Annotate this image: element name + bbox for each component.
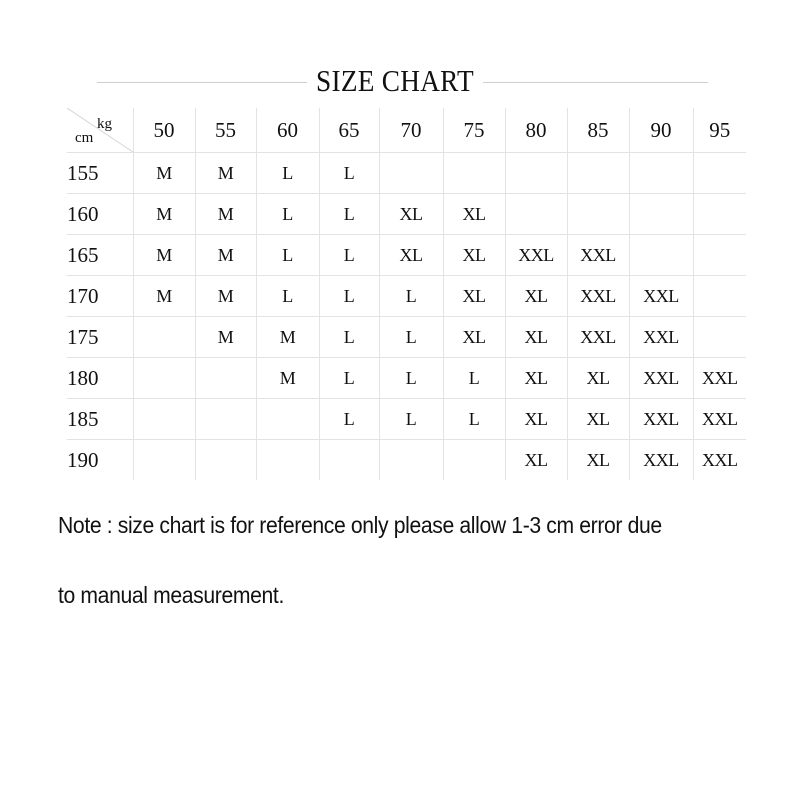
size-cell: XXL bbox=[505, 235, 567, 276]
size-cell bbox=[379, 153, 443, 194]
height-label: 190 bbox=[67, 440, 133, 481]
height-label: 185 bbox=[67, 399, 133, 440]
size-cell bbox=[195, 440, 256, 481]
size-cell: L bbox=[256, 235, 319, 276]
size-cell bbox=[629, 153, 693, 194]
size-cell: XXL bbox=[693, 399, 746, 440]
size-cell: XXL bbox=[629, 399, 693, 440]
corner-cell bbox=[67, 108, 133, 153]
size-cell: M bbox=[195, 194, 256, 235]
size-cell bbox=[133, 440, 195, 481]
size-cell: M bbox=[195, 235, 256, 276]
table-row bbox=[67, 317, 746, 358]
weight-header: 75 bbox=[443, 108, 505, 153]
size-cell: M bbox=[133, 235, 195, 276]
size-cell: XXL bbox=[693, 440, 746, 481]
size-cell: XL bbox=[505, 440, 567, 481]
size-cell: XL bbox=[567, 358, 629, 399]
size-cell bbox=[693, 317, 746, 358]
table-row bbox=[67, 235, 746, 276]
size-cell bbox=[256, 440, 319, 481]
size-cell: M bbox=[195, 276, 256, 317]
size-cell bbox=[195, 399, 256, 440]
size-cell: XL bbox=[443, 235, 505, 276]
note-line-1: Note : size chart is for reference only please allow 1-3 cm error due bbox=[58, 512, 662, 538]
size-cell: L bbox=[379, 399, 443, 440]
table-row bbox=[67, 358, 746, 399]
size-chart-table bbox=[67, 108, 746, 480]
table-row bbox=[67, 440, 746, 481]
size-cell: M bbox=[133, 153, 195, 194]
title-rule-left bbox=[97, 82, 307, 83]
weight-header: 90 bbox=[629, 108, 693, 153]
table-row bbox=[67, 194, 746, 235]
size-cell bbox=[693, 276, 746, 317]
size-cell bbox=[505, 153, 567, 194]
size-cell: XL bbox=[505, 317, 567, 358]
size-cell bbox=[443, 153, 505, 194]
chart-title: SIZE CHART bbox=[316, 63, 474, 98]
size-cell bbox=[379, 440, 443, 481]
weight-header: 65 bbox=[319, 108, 379, 153]
size-cell: XL bbox=[443, 317, 505, 358]
title-rule-right bbox=[483, 82, 708, 83]
size-cell bbox=[319, 440, 379, 481]
header-row bbox=[67, 108, 746, 153]
weight-unit-label: kg bbox=[97, 116, 112, 132]
size-cell: XXL bbox=[629, 440, 693, 481]
size-cell: XXL bbox=[567, 235, 629, 276]
size-cell: L bbox=[319, 235, 379, 276]
weight-header: 60 bbox=[256, 108, 319, 153]
size-cell: M bbox=[133, 194, 195, 235]
weight-header: 80 bbox=[505, 108, 567, 153]
size-cell: XL bbox=[567, 399, 629, 440]
size-cell: L bbox=[443, 399, 505, 440]
size-cell: L bbox=[256, 276, 319, 317]
weight-header: 70 bbox=[379, 108, 443, 153]
size-cell: M bbox=[195, 317, 256, 358]
size-cell: L bbox=[379, 317, 443, 358]
size-cell: M bbox=[256, 317, 319, 358]
size-cell bbox=[693, 153, 746, 194]
height-label: 165 bbox=[67, 235, 133, 276]
size-cell bbox=[505, 194, 567, 235]
size-cell: XXL bbox=[629, 358, 693, 399]
size-cell: XXL bbox=[567, 276, 629, 317]
size-cell: L bbox=[256, 194, 319, 235]
height-label: 160 bbox=[67, 194, 133, 235]
size-cell: M bbox=[256, 358, 319, 399]
size-cell bbox=[133, 399, 195, 440]
size-cell: L bbox=[379, 358, 443, 399]
size-cell: L bbox=[319, 399, 379, 440]
size-cell: XXL bbox=[629, 317, 693, 358]
size-cell bbox=[693, 194, 746, 235]
size-cell bbox=[629, 194, 693, 235]
size-cell bbox=[133, 358, 195, 399]
size-cell: L bbox=[256, 153, 319, 194]
size-cell bbox=[693, 235, 746, 276]
size-cell: XL bbox=[567, 440, 629, 481]
size-cell: L bbox=[319, 358, 379, 399]
size-cell: L bbox=[319, 153, 379, 194]
size-cell: XXL bbox=[693, 358, 746, 399]
size-cell: L bbox=[319, 194, 379, 235]
note-line-2: to manual measurement. bbox=[58, 582, 284, 608]
size-cell bbox=[133, 317, 195, 358]
size-cell: XL bbox=[505, 358, 567, 399]
table-row bbox=[67, 153, 746, 194]
height-label: 170 bbox=[67, 276, 133, 317]
size-cell bbox=[195, 358, 256, 399]
weight-header: 95 bbox=[693, 108, 746, 153]
height-unit-label: cm bbox=[75, 130, 94, 146]
size-cell bbox=[443, 440, 505, 481]
size-cell: XL bbox=[505, 276, 567, 317]
size-cell: L bbox=[443, 358, 505, 399]
size-cell: XL bbox=[443, 276, 505, 317]
size-cell bbox=[629, 235, 693, 276]
size-cell: M bbox=[133, 276, 195, 317]
weight-header: 85 bbox=[567, 108, 629, 153]
table-row bbox=[67, 399, 746, 440]
table-row bbox=[67, 276, 746, 317]
weight-header: 50 bbox=[133, 108, 195, 153]
size-cell: M bbox=[195, 153, 256, 194]
height-label: 155 bbox=[67, 153, 133, 194]
height-label: 175 bbox=[67, 317, 133, 358]
size-cell bbox=[256, 399, 319, 440]
size-cell: L bbox=[379, 276, 443, 317]
size-cell: L bbox=[319, 276, 379, 317]
weight-header: 55 bbox=[195, 108, 256, 153]
size-cell: XXL bbox=[629, 276, 693, 317]
size-cell bbox=[567, 153, 629, 194]
size-cell: XL bbox=[505, 399, 567, 440]
size-cell: XL bbox=[379, 235, 443, 276]
size-cell: XL bbox=[443, 194, 505, 235]
size-cell: L bbox=[319, 317, 379, 358]
size-cell: XL bbox=[379, 194, 443, 235]
size-cell: XXL bbox=[567, 317, 629, 358]
height-label: 180 bbox=[67, 358, 133, 399]
size-cell bbox=[567, 194, 629, 235]
